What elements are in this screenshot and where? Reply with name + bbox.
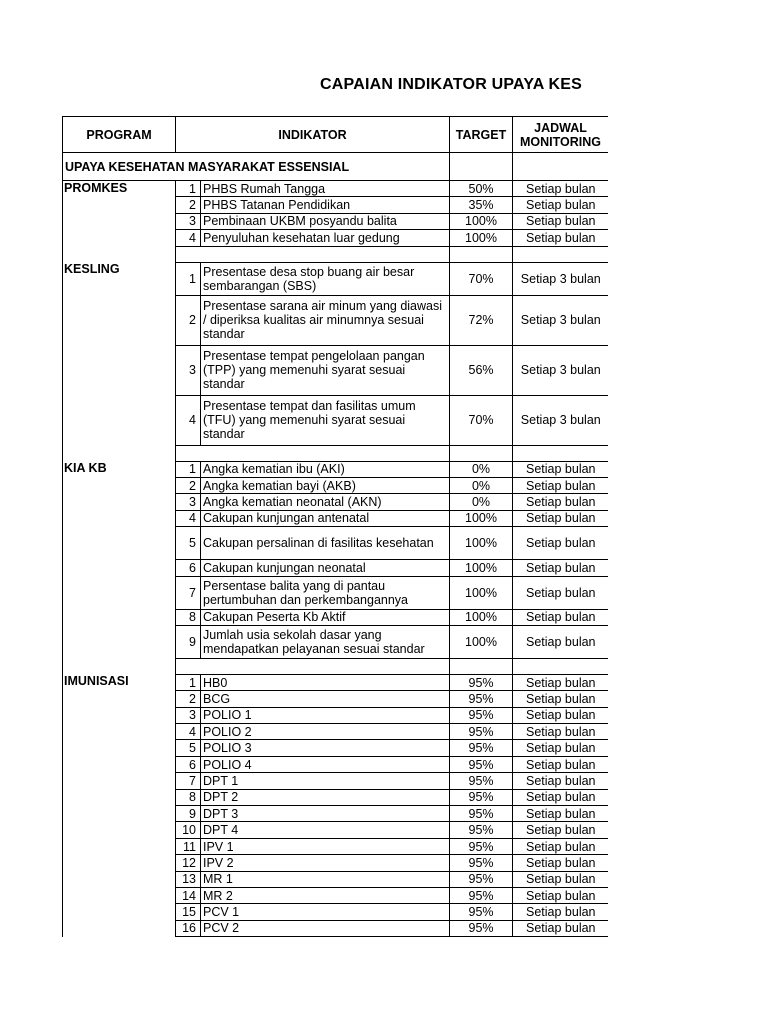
header-program: PROGRAM [63,117,176,153]
row-jadwal: Setiap bulan [513,560,608,576]
row-jadwal: Setiap bulan [513,904,608,920]
table-row [63,560,609,576]
table-row [63,674,609,690]
table-row [63,707,609,723]
row-target: 100% [450,510,513,526]
table-row [63,345,609,395]
row-indikator: POLIO 4 [201,756,450,772]
table-row [63,789,609,805]
row-target: 72% [450,295,513,345]
program-cell-empty [63,230,176,246]
row-target: 95% [450,838,513,854]
row-jadwal: Setiap bulan [513,756,608,772]
row-target: 95% [450,855,513,871]
row-number: 1 [176,674,201,690]
program-cell-empty [63,724,176,740]
section-label: UPAYA KESEHATAN MASYARAKAT ESSENSIAL [63,153,450,181]
row-target: 95% [450,806,513,822]
row-target: 35% [450,197,513,213]
row-target: 95% [450,707,513,723]
table-row [63,806,609,822]
program-cell-empty [63,527,176,560]
row-indikator: Persentase balita yang di pantau pertumbuhan dan perkembangannya [201,576,450,609]
row-indikator: Presentase tempat dan fasilitas umum (TFU) yang memenuhi syarat sesuai standar [201,395,450,445]
program-cell-empty [63,609,176,625]
row-number: 9 [176,806,201,822]
row-indikator: Jumlah usia sekolah dasar yang mendapatkan pelayanan sesuai standar [201,625,450,658]
table-row [63,920,609,936]
row-number: 7 [176,773,201,789]
row-indikator: PCV 2 [201,920,450,936]
table-row [63,527,609,560]
table-row [63,871,609,887]
row-jadwal: Setiap 3 bulan [513,395,608,445]
program-cell-empty [63,560,176,576]
row-jadwal: Setiap bulan [513,527,608,560]
row-jadwal: Setiap bulan [513,920,608,936]
row-jadwal: Setiap bulan [513,691,608,707]
row-indikator: Angka kematian neonatal (AKN) [201,494,450,510]
row-number: 14 [176,887,201,903]
spacer-row [63,445,609,461]
row-number: 2 [176,197,201,213]
table-row [63,395,609,445]
row-target: 95% [450,822,513,838]
row-jadwal: Setiap bulan [513,197,608,213]
row-indikator: Penyuluhan kesehatan luar gedung [201,230,450,246]
row-jadwal: Setiap bulan [513,181,608,197]
row-indikator: Angka kematian ibu (AKI) [201,461,450,477]
program-cell-empty [63,920,176,936]
row-target: 0% [450,477,513,493]
row-indikator: DPT 2 [201,789,450,805]
row-jadwal: Setiap bulan [513,887,608,903]
row-indikator: IPV 1 [201,838,450,854]
row-target: 100% [450,230,513,246]
row-number: 2 [176,691,201,707]
table-row [63,295,609,345]
row-number: 15 [176,904,201,920]
row-indikator: PHBS Rumah Tangga [201,181,450,197]
row-jadwal: Setiap 3 bulan [513,295,608,345]
row-indikator: MR 1 [201,871,450,887]
row-indikator: Pembinaan UKBM posyandu balita [201,213,450,229]
row-jadwal: Setiap bulan [513,789,608,805]
row-jadwal: Setiap 3 bulan [513,262,608,295]
row-number: 4 [176,230,201,246]
row-indikator: Cakupan kunjungan neonatal [201,560,450,576]
table-row [63,510,609,526]
row-target: 0% [450,461,513,477]
row-indikator: MR 2 [201,887,450,903]
row-indikator: DPT 1 [201,773,450,789]
row-number: 4 [176,724,201,740]
table-row [63,773,609,789]
row-number: 1 [176,181,201,197]
row-indikator: POLIO 2 [201,724,450,740]
row-target: 70% [450,262,513,295]
row-target: 95% [450,904,513,920]
spacer-row [63,658,609,674]
header-indikator: INDIKATOR [176,117,450,153]
row-jadwal: Setiap bulan [513,806,608,822]
row-indikator: HB0 [201,674,450,690]
row-number: 8 [176,789,201,805]
row-target: 95% [450,773,513,789]
row-target: 100% [450,560,513,576]
table-row [63,887,609,903]
table-row [63,838,609,854]
header-jadwal: JADWAL MONITORING [513,117,608,153]
program-name: IMUNISASI [63,674,176,690]
table-row [63,822,609,838]
row-number: 16 [176,920,201,936]
program-cell-empty [63,871,176,887]
table-row [63,197,609,213]
row-jadwal: Setiap bulan [513,625,608,658]
row-indikator: PHBS Tatanan Pendidikan [201,197,450,213]
table-row [63,855,609,871]
row-jadwal: Setiap bulan [513,609,608,625]
table-row [63,262,609,295]
indicator-table-container [62,116,608,944]
row-number: 5 [176,527,201,560]
spacer-row [63,246,609,262]
row-number: 3 [176,707,201,723]
row-number: 2 [176,295,201,345]
row-target: 50% [450,181,513,197]
row-target: 95% [450,920,513,936]
program-cell-empty [63,806,176,822]
row-jadwal: Setiap bulan [513,724,608,740]
row-number: 11 [176,838,201,854]
row-indikator: Angka kematian bayi (AKB) [201,477,450,493]
table-row [63,213,609,229]
row-jadwal: Setiap bulan [513,773,608,789]
row-number: 8 [176,609,201,625]
row-target: 100% [450,609,513,625]
row-indikator: Cakupan Peserta Kb Aktif [201,609,450,625]
row-indikator: IPV 2 [201,855,450,871]
row-target: 95% [450,724,513,740]
program-cell-empty [63,197,176,213]
row-number: 2 [176,477,201,493]
row-number: 4 [176,510,201,526]
row-indikator: POLIO 1 [201,707,450,723]
row-number: 10 [176,822,201,838]
table-row [63,461,609,477]
row-jadwal: Setiap bulan [513,461,608,477]
program-name: PROMKES [63,181,176,197]
row-number: 5 [176,740,201,756]
program-name: KESLING [63,262,176,295]
table-row [63,724,609,740]
table-row [63,904,609,920]
program-cell-empty [63,707,176,723]
row-target: 0% [450,494,513,510]
program-cell-empty [63,904,176,920]
row-number: 12 [176,855,201,871]
table-row [63,740,609,756]
program-name: KIA KB [63,461,176,477]
table-row [63,477,609,493]
row-indikator: BCG [201,691,450,707]
program-cell-empty [63,395,176,445]
program-cell-empty [63,855,176,871]
table-row [63,609,609,625]
row-target: 95% [450,691,513,707]
program-cell-empty [63,740,176,756]
row-indikator: DPT 3 [201,806,450,822]
program-cell-empty [63,494,176,510]
row-indikator: Presentase sarana air minum yang diawasi / diperiksa kualitas air minumnya sesuai standar [201,295,450,345]
program-cell-empty [63,477,176,493]
row-number: 3 [176,345,201,395]
header-target: TARGET [450,117,513,153]
row-jadwal: Setiap bulan [513,477,608,493]
row-target: 100% [450,213,513,229]
row-number: 13 [176,871,201,887]
row-number: 6 [176,560,201,576]
row-target: 95% [450,789,513,805]
row-jadwal: Setiap bulan [513,871,608,887]
row-indikator: POLIO 3 [201,740,450,756]
row-number: 1 [176,461,201,477]
program-cell-empty [63,213,176,229]
program-cell-empty [63,345,176,395]
program-cell-empty [63,756,176,772]
program-cell-empty [63,789,176,805]
document-title: CAPAIAN INDIKATOR UPAYA KES [320,76,583,93]
row-jadwal: Setiap bulan [513,576,608,609]
row-indikator: Cakupan persalinan di fasilitas kesehatan [201,527,450,560]
program-cell-empty [63,887,176,903]
indicator-table [62,116,608,937]
program-cell-empty [63,691,176,707]
row-jadwal: Setiap bulan [513,230,608,246]
row-jadwal: Setiap bulan [513,740,608,756]
row-number: 3 [176,494,201,510]
row-number: 4 [176,395,201,445]
row-indikator: Presentase desa stop buang air besar sembarangan (SBS) [201,262,450,295]
program-cell-empty [63,625,176,658]
program-cell-empty [63,576,176,609]
row-indikator: PCV 1 [201,904,450,920]
row-jadwal: Setiap bulan [513,213,608,229]
program-cell-empty [63,510,176,526]
table-row [63,691,609,707]
row-target: 100% [450,625,513,658]
row-jadwal: Setiap 3 bulan [513,345,608,395]
row-jadwal: Setiap bulan [513,674,608,690]
row-target: 95% [450,871,513,887]
table-row [63,494,609,510]
row-target: 100% [450,576,513,609]
row-target: 95% [450,740,513,756]
program-cell-empty [63,773,176,789]
row-jadwal: Setiap bulan [513,855,608,871]
row-target: 95% [450,887,513,903]
row-indikator: Cakupan kunjungan antenatal [201,510,450,526]
row-target: 70% [450,395,513,445]
section-row [63,153,609,181]
row-target: 56% [450,345,513,395]
table-header-row [63,117,609,153]
row-number: 1 [176,262,201,295]
row-target: 100% [450,527,513,560]
row-target: 95% [450,756,513,772]
row-indikator: Presentase tempat pengelolaan pangan (TPP) yang memenuhi syarat sesuai standar [201,345,450,395]
row-jadwal: Setiap bulan [513,494,608,510]
program-cell-empty [63,838,176,854]
row-number: 3 [176,213,201,229]
row-number: 9 [176,625,201,658]
table-row [63,230,609,246]
table-body [63,153,609,937]
row-number: 6 [176,756,201,772]
row-jadwal: Setiap bulan [513,822,608,838]
row-target: 95% [450,674,513,690]
program-cell-empty [63,295,176,345]
program-cell-empty [63,822,176,838]
row-number: 7 [176,576,201,609]
row-jadwal: Setiap bulan [513,838,608,854]
table-row [63,625,609,658]
table-row [63,756,609,772]
row-indikator: DPT 4 [201,822,450,838]
table-row [63,576,609,609]
row-jadwal: Setiap bulan [513,510,608,526]
table-row [63,181,609,197]
row-jadwal: Setiap bulan [513,707,608,723]
